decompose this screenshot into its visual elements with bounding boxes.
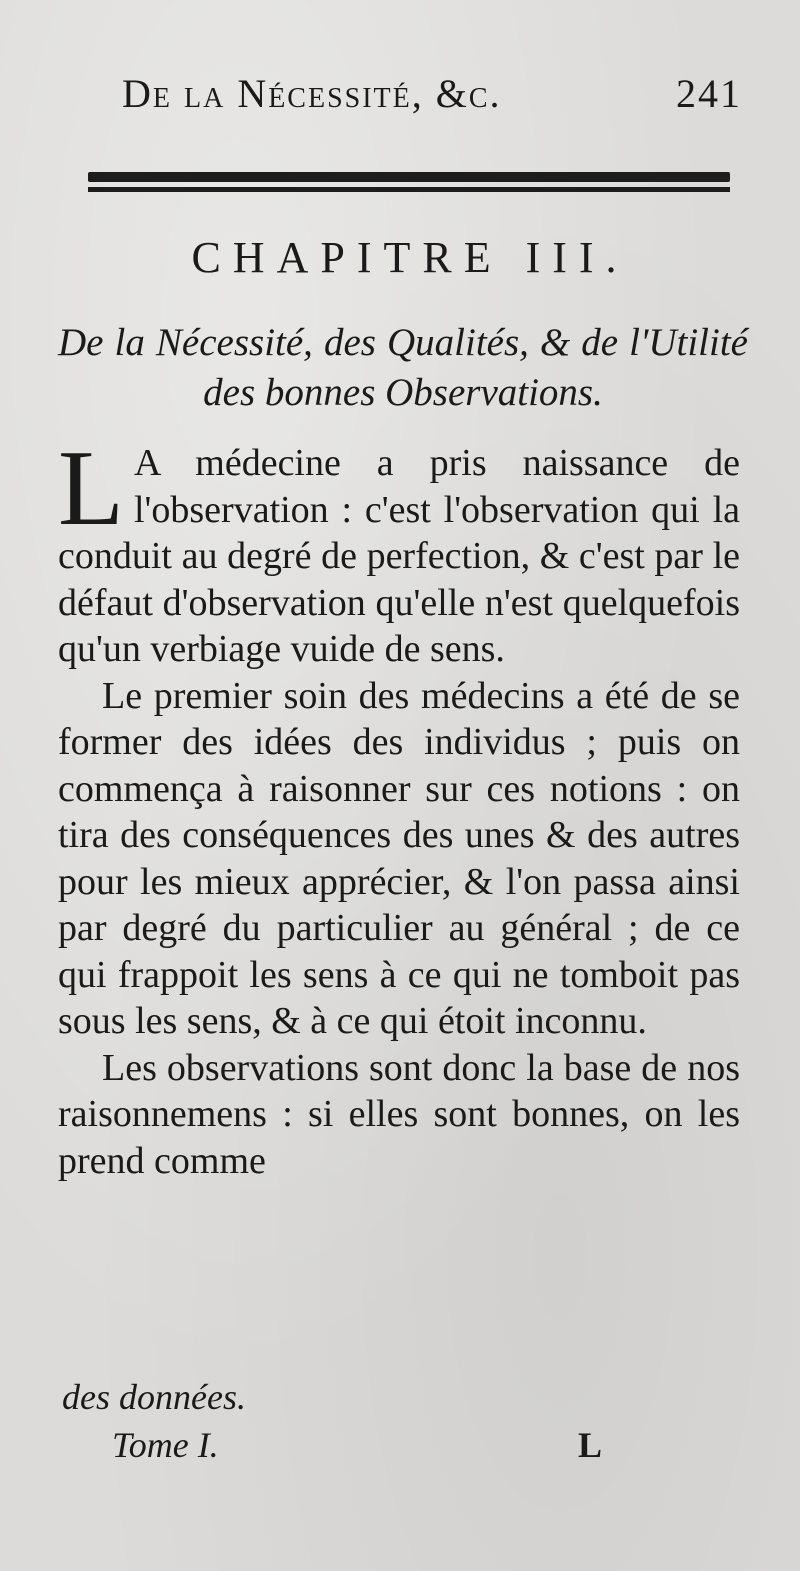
drop-cap: L (58, 429, 124, 548)
running-head-title: De la Nécessité, &c. (122, 71, 502, 116)
paragraph-3: Les observations sont donc la base de nos raisonnemens : si elles sont bonnes, on les prend comme (58, 1046, 740, 1182)
paragraph-2: Le premier soin des médecins a été de se former des idées des individus ; puis on commença à raisonner sur ces notions : on tira des conséquences des unes & des autres pour les mieux apprécier, & l'on passa ainsi par degré du particulier au général ; de ce qui frappoit les sens à ce qui ne tomboit pas sous les sens, & à ce qui étoit inconnu. (58, 674, 740, 1042)
signature-mark: L (578, 1425, 603, 1465)
running-head (122, 70, 742, 117)
chapter-heading: CHAPITRE III. (191, 233, 629, 282)
header-rule (88, 172, 730, 194)
chapter-subtitle: De la Nécessité, des Qualités, & de l'Utilité des bonnes Observations. (58, 321, 748, 414)
signature-line (112, 1424, 612, 1466)
header-rule-thin (88, 187, 730, 192)
header-rule-thick (88, 172, 730, 182)
body-text (58, 429, 740, 1184)
page-number: 241 (676, 71, 742, 116)
tome-label: Tome I. (112, 1425, 219, 1465)
paragraph-1 (58, 429, 740, 673)
paragraph-1-text: A médecine a pris naissance de l'observation : c'est l'observation qui la conduit au degré de perfection, & c'est par le défaut d'observation qu'elle n'est quelquefois qu'un verbiage vuide de sens. (58, 442, 740, 670)
catchword: des données. (62, 1377, 246, 1417)
